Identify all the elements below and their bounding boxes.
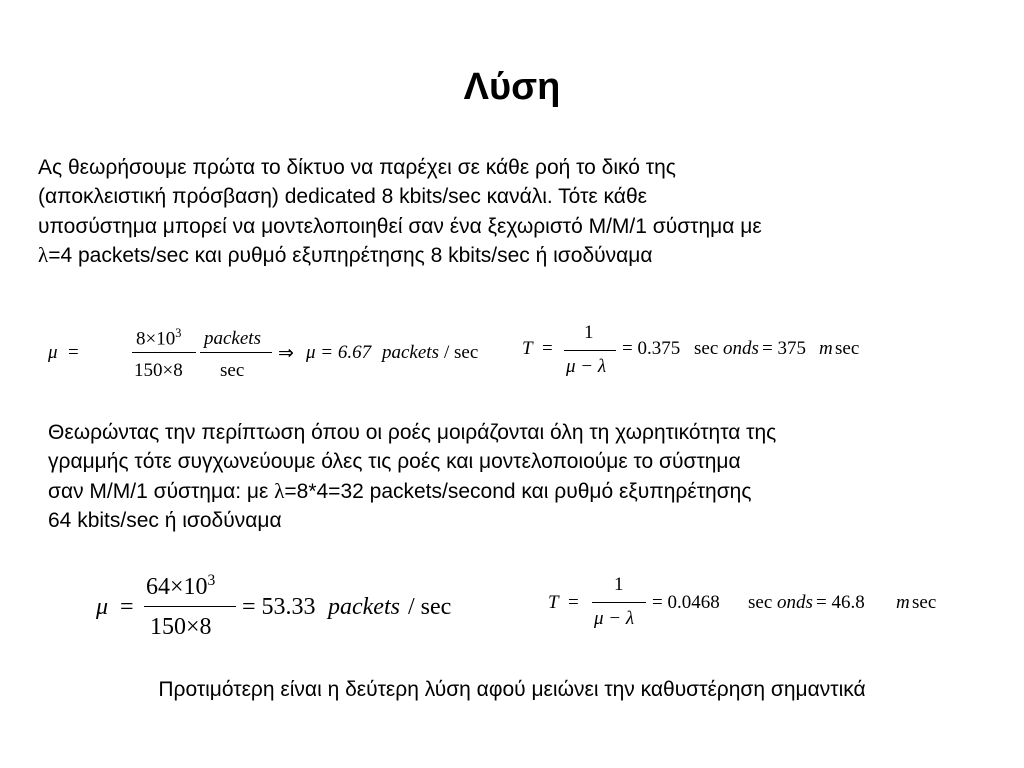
fraction-denominator: 150×8 xyxy=(134,360,183,381)
paragraph-shared-capacity xyxy=(48,418,776,535)
rhs-unit-packets: packets xyxy=(382,342,439,363)
rhs-unit-packets: packets xyxy=(328,594,400,620)
mu-symbol: μ xyxy=(96,594,109,620)
rhs-onds: onds xyxy=(777,592,813,613)
lambda-symbol: λ xyxy=(38,242,49,267)
rhs-m: m xyxy=(819,338,833,359)
paragraph-line: υποσύστημα μπορεί να μοντελοποιηθεί σαν ένα ξεχωριστό M/M/1 σύστημα με xyxy=(38,214,762,238)
unit-denominator: sec xyxy=(220,360,245,381)
rhs-equals-ms: = 46.8 xyxy=(816,592,865,613)
rhs-m: m xyxy=(896,592,910,613)
fraction-denominator: 150×8 xyxy=(150,614,212,640)
fraction-denominator: μ − λ xyxy=(566,356,607,377)
rhs-equals-ms: = 375 xyxy=(762,338,806,359)
implies-arrow: ⇒ xyxy=(278,343,294,364)
equation-T-dedicated xyxy=(522,322,882,384)
paragraph-line: 64 kbits/sec ή ισοδύναμα xyxy=(48,508,282,532)
T-symbol: T xyxy=(548,592,559,613)
equals-sign: = xyxy=(68,342,79,363)
paragraph-line: (αποκλειστική πρόσβαση) dedicated 8 kbits/sec κανάλι. Τότε κάθε xyxy=(38,185,647,209)
rhs-unit-sec: / sec xyxy=(408,594,452,620)
conclusion-text: Προτιμότερη είναι η δεύτερη λύση αφού μειώνει την καθυστέρηση σημαντικά xyxy=(158,678,866,701)
rhs-sec: sec xyxy=(748,592,773,613)
fraction-bar xyxy=(144,606,236,607)
fraction-bar xyxy=(200,352,272,353)
equation-mu-dedicated xyxy=(48,322,479,384)
rhs-sec2: sec xyxy=(835,338,860,359)
unit-numerator: packets xyxy=(204,328,261,349)
mu-symbol: μ xyxy=(48,342,58,363)
T-symbol: T xyxy=(522,338,533,359)
paragraph-text: =4 packets/sec και ρυθμό εξυπηρέτησης 8 kbits/sec ή ισοδύναμα xyxy=(48,243,653,267)
rhs-sec: sec xyxy=(694,338,719,359)
equation-mu-shared xyxy=(96,568,476,644)
paragraph-text: =8*4=32 packets/second και ρυθμό εξυπηρέτησης xyxy=(284,479,752,503)
paragraph-text: σαν M/M/1 σύστημα: με xyxy=(48,479,275,503)
fraction-bar xyxy=(592,602,646,603)
paragraph-line: γραμμής τότε συγχωνεύουμε όλες τις ροές και μοντελοποιούμε το σύστημα xyxy=(48,450,741,474)
fraction-bar xyxy=(132,352,196,353)
rhs-onds: onds xyxy=(723,338,759,359)
fraction-bar xyxy=(564,350,616,351)
paragraph-line xyxy=(48,477,776,506)
paragraph-line xyxy=(38,241,762,270)
rhs-sec2: sec xyxy=(912,592,937,613)
equals-sign: = xyxy=(568,592,579,613)
rhs-value: = 53.33 xyxy=(242,594,316,620)
rhs-value: = 0.375 xyxy=(622,338,681,359)
lambda-symbol: λ xyxy=(274,478,285,503)
equation-T-shared xyxy=(548,574,968,636)
paragraph-dedicated-channels xyxy=(38,153,762,270)
fraction-numerator: 1 xyxy=(584,322,594,343)
fraction-numerator: $64\times 10^3$ xyxy=(146,572,216,600)
equals-sign: = xyxy=(542,338,553,359)
rhs-value: = 0.0468 xyxy=(652,592,720,613)
fraction-numerator: $8\times 10^3$ xyxy=(136,326,182,350)
fraction-numerator: 1 xyxy=(614,574,624,595)
fraction-denominator: μ − λ xyxy=(594,608,635,629)
paragraph-line: Ας θεωρήσουμε πρώτα το δίκτυο να παρέχει σε κάθε ροή το δικό της xyxy=(38,156,676,179)
slide-title: Λύση xyxy=(463,66,561,108)
rhs-unit-sec: / sec xyxy=(444,342,479,363)
rhs-mu: μ = 6.67 xyxy=(306,342,372,363)
paragraph-line: Θεωρώντας την περίπτωση όπου οι ροές μοιράζονται όλη τη χωρητικότητα της xyxy=(48,421,777,444)
equals-sign: = xyxy=(120,594,134,620)
